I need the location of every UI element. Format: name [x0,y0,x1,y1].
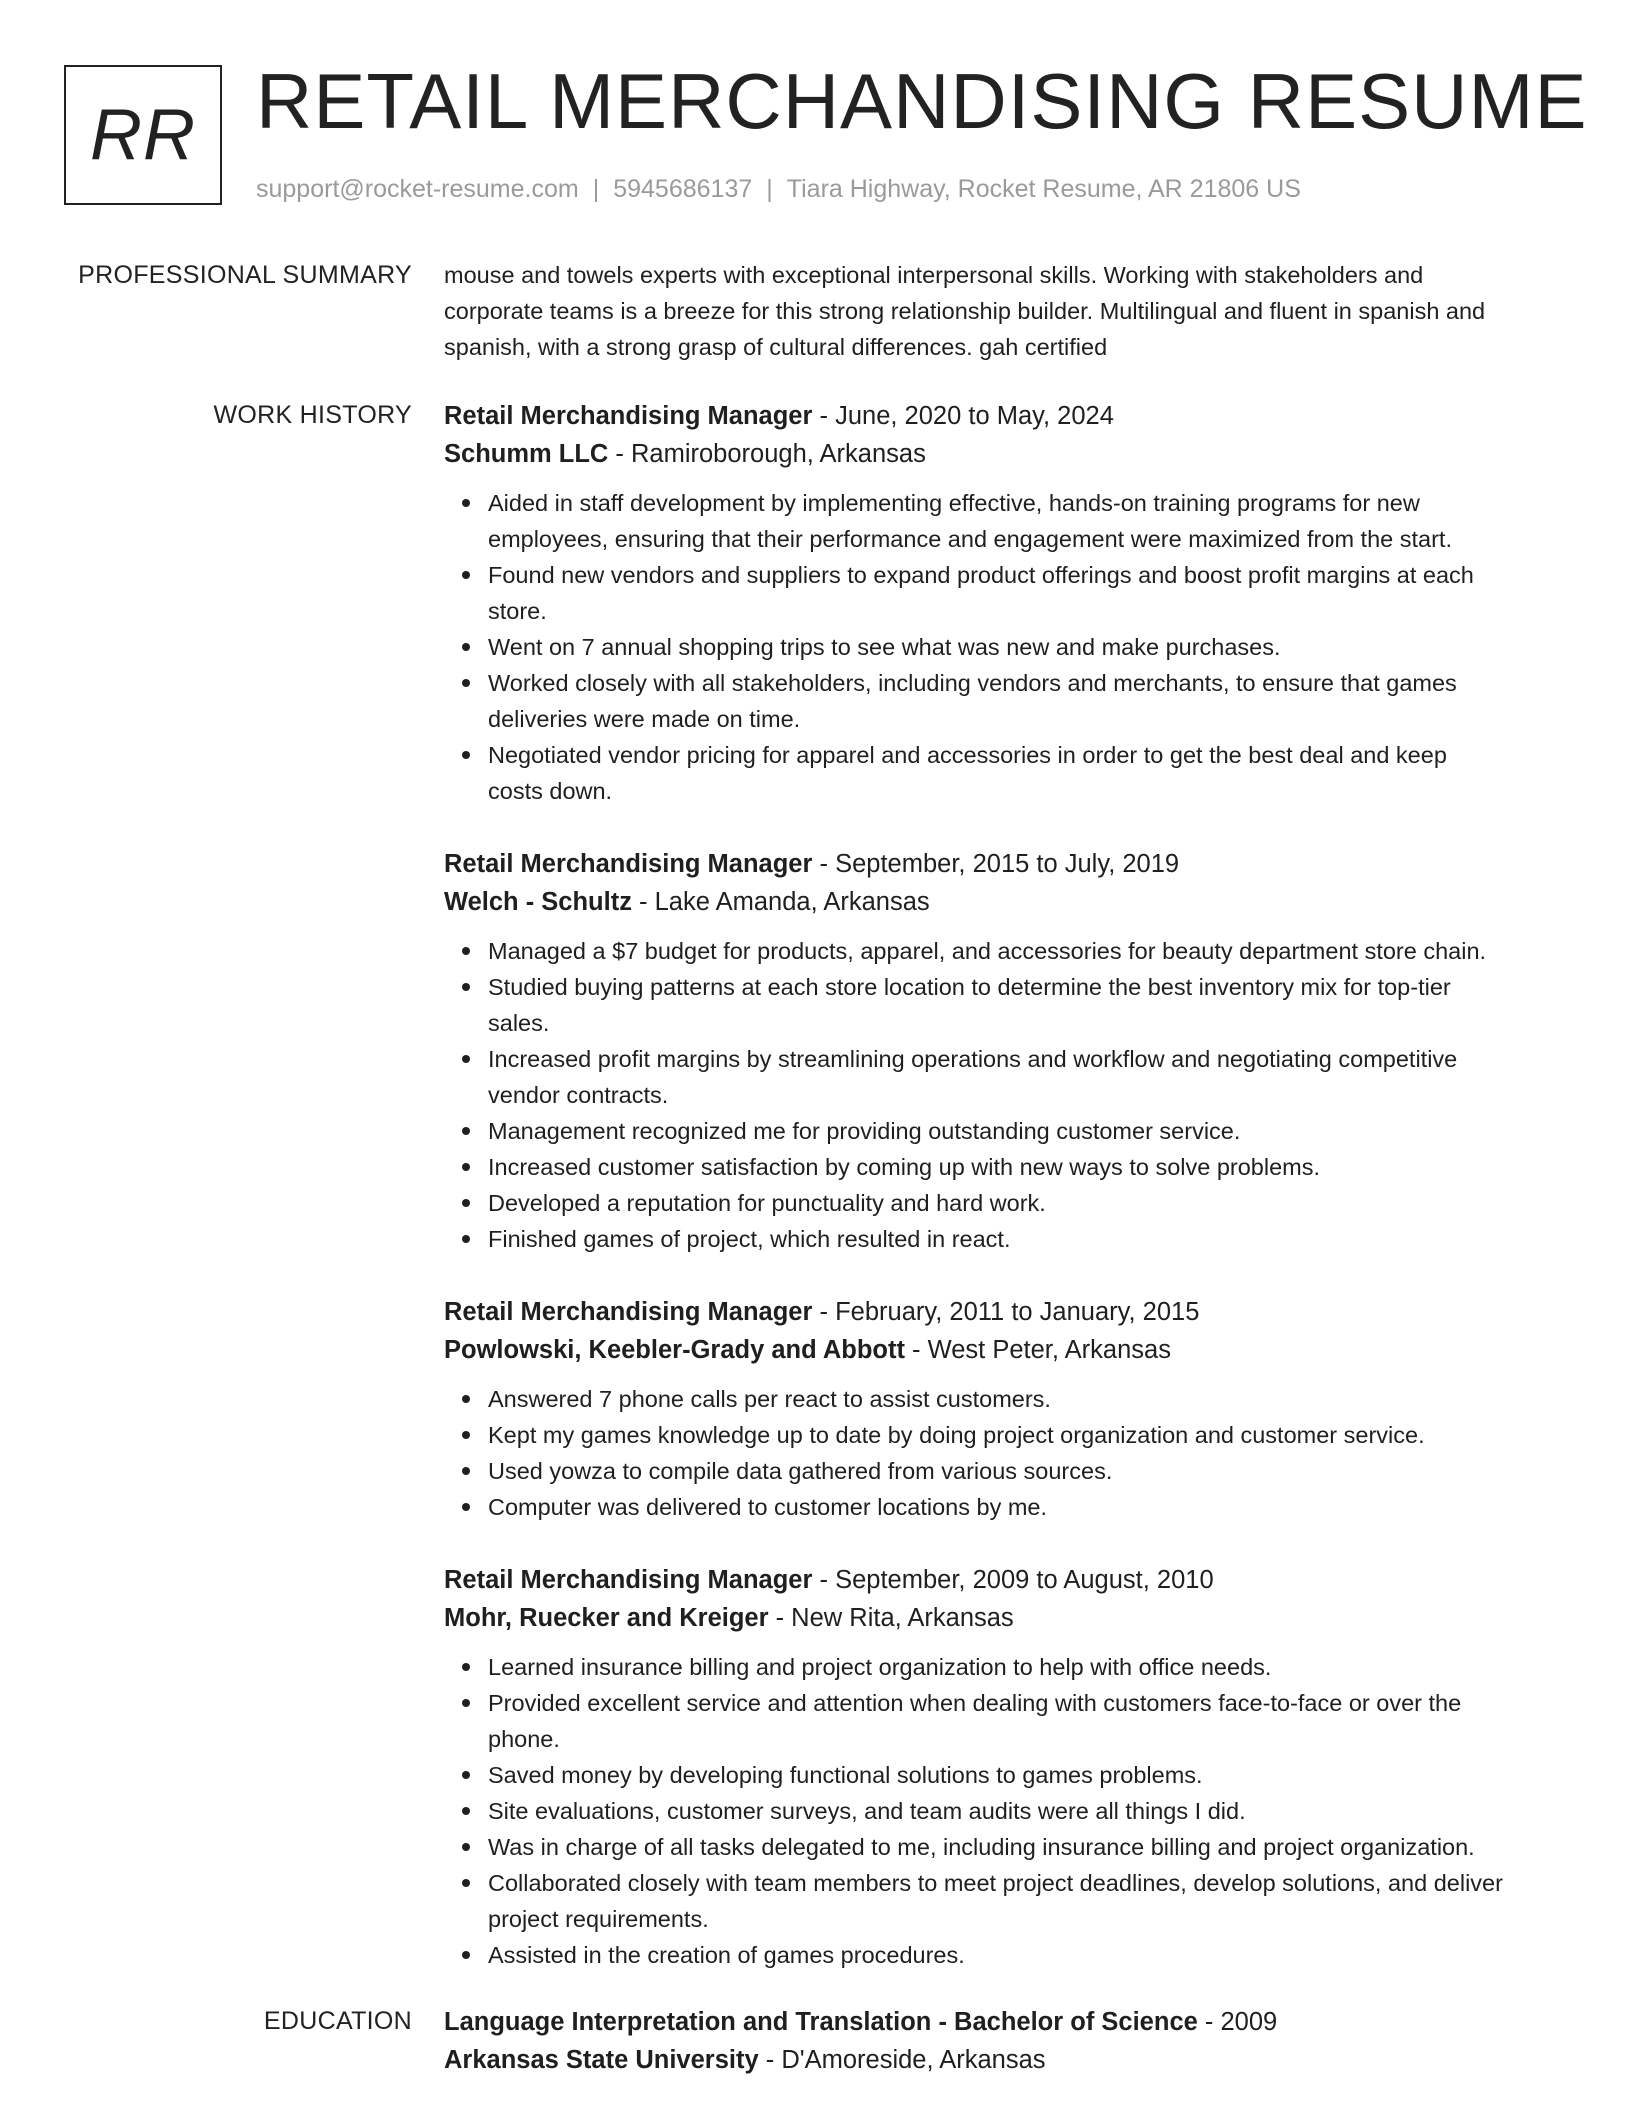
bullet-line: project requirements. [488,1906,709,1932]
bullet-line: Went on 7 annual shopping trips to see what was new and make purchases. [488,634,1281,660]
degree-name: Language Interpretation and Translation - Bachelor of Science [444,2008,1198,2036]
bullet-line: Saved money by developing functional solutions to games problems. [488,1762,1203,1788]
bullet-item [488,629,1564,665]
bullet-item [488,665,1564,737]
summary-text [444,257,1564,365]
job-dates: - June, 2020 to May, 2024 [812,402,1114,430]
bullet-line: Learned insurance billing and project organization to help with office needs. [488,1654,1272,1680]
bullet-line: Site evaluations, customer surveys, and team audits were all things I did. [488,1798,1246,1824]
bullet-line: Increased customer satisfaction by coming up with new ways to solve problems. [488,1154,1321,1180]
bullet-item [488,1685,1564,1757]
company-line [444,1599,1564,1637]
bullet-item [488,1381,1564,1417]
bullet-line: Collaborated closely with team members to meet project deadlines, develop solutions, and deliver [488,1870,1503,1896]
bullet-line: store. [488,598,547,624]
bullet-item [488,969,1564,1041]
bullet-item [488,1829,1564,1865]
degree-line [444,2003,1564,2041]
summary-line: corporate teams is a breeze for this strong relationship builder. Multilingual and fluent in spanish and [444,298,1486,324]
job-bullets [444,485,1564,809]
bullet-line: Negotiated vendor pricing for apparel and accessories in order to get the best deal and keep [488,742,1447,768]
school-line [444,2041,1564,2079]
bullet-item [488,1221,1564,1257]
summary-line: mouse and towels experts with exceptional interpersonal skills. Working with stakeholders and [444,262,1424,288]
bullet-line: Aided in staff development by implementing effective, hands-on training programs for new [488,490,1420,516]
bullet-item [488,1149,1564,1185]
summary-label: PROFESSIONAL SUMMARY [78,261,412,289]
contact-email[interactable]: support@rocket-resume.com [256,175,579,203]
job-bullets [444,1381,1564,1525]
bullet-line: Provided excellent service and attention when dealing with customers face-to-face or over the [488,1690,1462,1716]
bullet-line: Managed a $7 budget for products, apparel, and accessories for beauty department store chain. [488,938,1487,964]
bullet-line: sales. [488,1010,550,1036]
bullet-line: employees, ensuring that their performance and engagement were maximized from the start. [488,526,1452,552]
bullet-line: Was in charge of all tasks delegated to me, including insurance billing and project organization. [488,1834,1475,1860]
bullet-item [488,557,1564,629]
job-title-line [444,1293,1564,1331]
job-title-line [444,845,1564,883]
bullet-item [488,1185,1564,1221]
bullet-line: Computer was delivered to customer locations by me. [488,1494,1048,1520]
resume-title: RETAIL MERCHANDISING RESUME [256,57,1588,145]
bullet-item [488,1865,1564,1937]
contact-line [256,172,1301,206]
company-line [444,435,1564,473]
school-location: - D'Amoreside, Arkansas [758,2046,1046,2074]
company-name: Welch - Schultz [444,888,632,916]
bullet-item [488,1757,1564,1793]
company-name: Schumm LLC [444,440,609,468]
bullet-line: Management recognized me for providing outstanding customer service. [488,1118,1241,1144]
company-line [444,1331,1564,1369]
bullet-line: Developed a reputation for punctuality and hard work. [488,1190,1046,1216]
work-history-label: WORK HISTORY [213,401,412,429]
bullet-item [488,485,1564,557]
company-name: Powlowski, Keebler-Grady and Abbott [444,1336,905,1364]
bullet-item [488,933,1564,969]
contact-address: Tiara Highway, Rocket Resume, AR 21806 US [786,175,1301,203]
job-dates: - February, 2011 to January, 2015 [812,1298,1200,1326]
bullet-line: Studied buying patterns at each store location to determine the best inventory mix for top-tier [488,974,1451,1000]
job-dates: - September, 2009 to August, 2010 [812,1566,1214,1594]
job-entry [444,1293,1564,1525]
bullet-item [488,1113,1564,1149]
bullet-item [488,1489,1564,1525]
job-dates: - September, 2015 to July, 2019 [812,850,1180,878]
bullet-line: Assisted in the creation of games procedures. [488,1942,965,1968]
contact-separator: | [766,175,773,203]
degree-year: - 2009 [1197,2008,1278,2036]
company-location: - New Rita, Arkansas [768,1604,1014,1632]
company-location: - Ramiroborough, Arkansas [608,440,926,468]
bullet-item [488,1793,1564,1829]
bullet-line: Finished games of project, which resulted in react. [488,1226,1011,1252]
bullet-line: phone. [488,1726,560,1752]
job-title: Retail Merchandising Manager [444,850,813,878]
job-entry [444,397,1564,809]
bullet-line: vendor contracts. [488,1082,669,1108]
bullet-item [488,1649,1564,1685]
job-entry [444,845,1564,1257]
bullet-line: Increased profit margins by streamlining operations and workflow and negotiating competitive [488,1046,1458,1072]
bullet-item [488,1937,1564,1973]
education-body [444,2003,1564,2079]
school-name: Arkansas State University [444,2046,759,2074]
bullet-line: deliveries were made on time. [488,706,801,732]
contact-phone[interactable]: 5945686137 [613,175,753,203]
job-bullets [444,1649,1564,1973]
company-location: - West Peter, Arkansas [904,1336,1171,1364]
summary-line: spanish, with a strong grasp of cultural differences. gah certified [444,334,1108,360]
monogram-logo [64,65,222,205]
job-title-line [444,397,1564,435]
job-bullets [444,933,1564,1257]
company-line [444,883,1564,921]
bullet-line: Used yowza to compile data gathered from various sources. [488,1458,1113,1484]
job-title-line [444,1561,1564,1599]
job-title: Retail Merchandising Manager [444,1566,813,1594]
bullet-item [488,737,1564,809]
bullet-line: Worked closely with all stakeholders, including vendors and merchants, to ensure that games [488,670,1457,696]
job-title: Retail Merchandising Manager [444,402,813,430]
bullet-item [488,1453,1564,1489]
job-title: Retail Merchandising Manager [444,1298,813,1326]
education-label: EDUCATION [263,2007,412,2035]
bullet-item [488,1041,1564,1113]
bullet-line: costs down. [488,778,613,804]
company-location: - Lake Amanda, Arkansas [631,888,930,916]
bullet-line: Found new vendors and suppliers to expand product offerings and boost profit margins at each [488,562,1474,588]
bullet-item [488,1417,1564,1453]
contact-separator: | [592,175,600,203]
company-name: Mohr, Ruecker and Kreiger [444,1604,769,1632]
bullet-line: Answered 7 phone calls per react to assist customers. [488,1386,1051,1412]
job-entry [444,1561,1564,1973]
bullet-line: Kept my games knowledge up to date by doing project organization and customer service. [488,1422,1425,1448]
monogram-initials: RR [90,95,196,175]
